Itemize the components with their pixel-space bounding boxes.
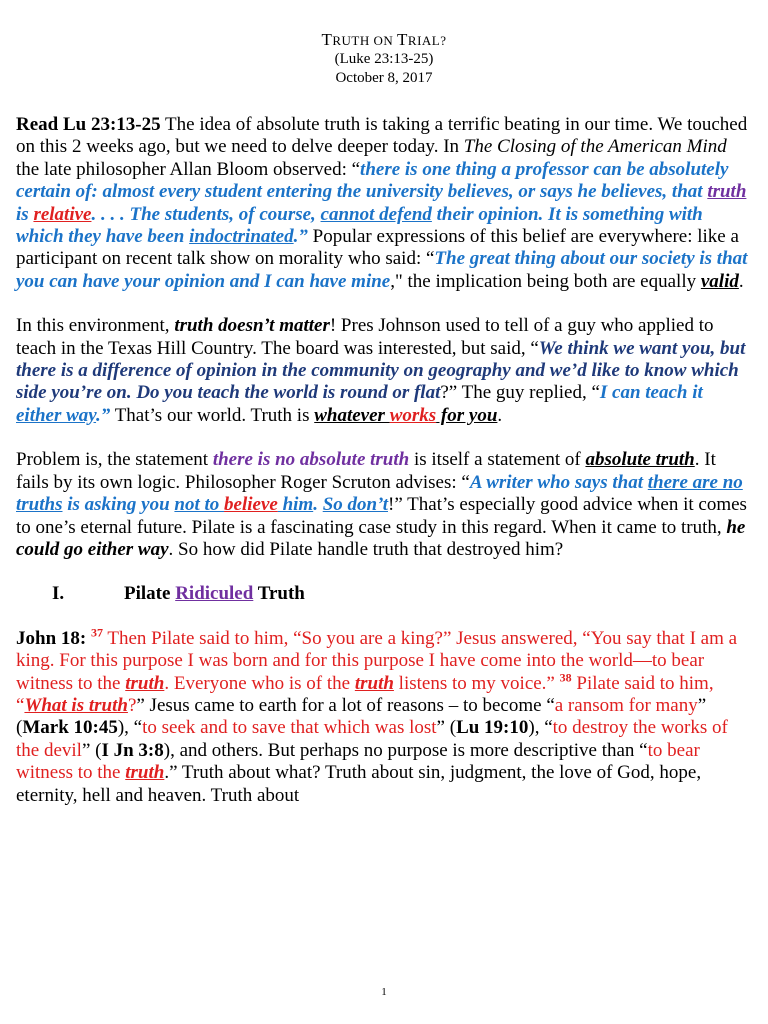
emphasis-run: works: [389, 404, 437, 426]
emphasis-run: indoctrinated: [189, 226, 294, 248]
emphasis-run: truth: [125, 672, 165, 694]
text-run: ” (: [16, 694, 707, 739]
heading-run: Truth: [253, 583, 305, 605]
emphasis-run: absolute truth: [585, 449, 695, 471]
text-run: ” (: [81, 739, 102, 761]
verse-number: 37: [90, 625, 103, 640]
paragraph-3: [16, 449, 750, 561]
text-run: ), and others. But perhaps no purpose is more descriptive than “: [163, 739, 648, 761]
paragraph-4: [16, 625, 750, 807]
quote-run: .”: [96, 404, 111, 426]
scripture-run: to destroy the works of the devil: [16, 717, 728, 761]
text-run: Problem is, the statement: [16, 449, 213, 471]
emphasis-run: truth: [354, 672, 394, 694]
text-run: That’s our world. Truth is: [110, 404, 315, 426]
scripture-run: to seek and to save that which was lost: [142, 717, 437, 739]
text-run: ), “: [528, 717, 553, 739]
text-run: Popular expressions of this belief are everywhere: like a participant on recent talk show on morality who said: “: [16, 226, 739, 270]
emphasis-run: valid: [700, 270, 739, 292]
scripture-ref: I Jn 3:8: [101, 739, 164, 761]
text-run: ," the implication being both are equally: [390, 270, 701, 292]
text-run: .: [738, 270, 744, 292]
quote-run: is: [16, 203, 34, 225]
text-run: .” Truth about what? Truth about sin, judgment, the love of God, hope, eternity, hell and heaven. Truth about: [16, 762, 702, 806]
text-run: !” That’s especially good advice when it comes to one’s eternal future. Pilate is a fascinating case study in this regard. When it came to truth,: [16, 494, 747, 538]
scripture-run: Pilate said to him, “: [16, 672, 714, 716]
section-number: I.: [52, 583, 65, 605]
emphasis-run: him: [277, 494, 314, 516]
text-run: . So how did Pilate handle truth that destroyed him?: [168, 538, 564, 560]
text-run: The idea of absolute truth is taking a terrific beating in our time. We touched on this 2 weeks ago, but we need to delve deeper today. In: [16, 114, 748, 158]
emphasis-run: there are no truths: [16, 471, 743, 516]
emphasis-run: What is truth: [24, 694, 128, 716]
scripture-run: listens to my voice.”: [393, 672, 560, 694]
scripture-run: . Everyone who is of the: [164, 672, 355, 694]
quote-run: We think we want you, but there is a difference of opinion in the community on geography and we’d like to know which side you’re on. Do you teach the world is round or flat: [16, 337, 746, 404]
title-part: RUTH ON: [332, 33, 398, 48]
quote-run: .: [313, 494, 323, 516]
emphasis-run: relative: [33, 203, 92, 225]
text-run: the late philosopher Allan Bloom observed: “: [16, 158, 361, 180]
quote-run: . . . . The students, of course,: [91, 203, 321, 225]
emphasis-run: cannot defend: [320, 203, 432, 225]
text-run: is itself a statement of: [409, 449, 586, 471]
book-title: The Closing of the American Mind: [463, 136, 727, 158]
text-run: ! Pres Johnson used to tell of a guy who applied to teach in the Texas Hill Country. The board was interested, but said, “: [16, 315, 714, 359]
emphasis-run: truth: [125, 762, 165, 784]
page-number: 1: [381, 986, 387, 998]
emphasis-run: whatever: [314, 404, 390, 426]
title-part: T: [321, 30, 333, 49]
sermon-header: [0, 0, 768, 88]
sermon-date: October 8, 2017: [335, 70, 433, 86]
sermon-body: [16, 114, 750, 829]
verse-number: 38: [559, 670, 572, 685]
quote-run: is asking you: [62, 494, 175, 516]
emphasis-run: there is no absolute truth: [212, 449, 410, 471]
text-run: .: [497, 404, 503, 426]
scripture-run: a ransom for many: [554, 694, 698, 716]
quote-run: .”: [293, 226, 308, 248]
text-run: Read Lu 23:13-25: [16, 114, 161, 135]
scripture-reference: (Luke 23:13-25): [334, 51, 434, 67]
scripture-run: to bear witness to the: [16, 739, 700, 784]
emphasis-run: either way: [16, 404, 97, 426]
sermon-title: [0, 30, 768, 50]
quote-run: their opinion. It is something with which they have been: [16, 203, 703, 248]
text-run: In this environment,: [16, 315, 175, 337]
heading-emphasis: Ridiculed: [175, 583, 254, 605]
text-run: ” (: [436, 717, 457, 739]
quote-run: there is one thing a professor can be absolutely certain of: almost every student entering the university believes, or says he believes, that: [16, 158, 729, 203]
emphasis-run: not to: [174, 494, 225, 516]
title-part: RIAL?: [407, 33, 447, 48]
quote-run: A writer who says that: [469, 471, 648, 493]
emphasis-run: he could go either way: [16, 516, 746, 560]
paragraph-2: [16, 315, 750, 427]
paragraph-1: [16, 114, 750, 293]
text-run: . It fails by its own logic. Philosopher Roger Scruton advises: “: [16, 449, 716, 493]
emphasis-run: So don’t: [322, 494, 388, 516]
heading-run: Pilate: [124, 583, 176, 605]
text-run: ?” The guy replied, “: [440, 382, 600, 404]
emphasis-run: truth: [707, 181, 747, 203]
quote-run: The great thing about our society is that you can have your opinion and I can have mine: [16, 248, 748, 292]
scripture-run: Then Pilate said to him, “So you are a king?” Jesus answered, “You say that I am a king. For this purpose I was born and for this purpose I have come into the world—to bear witness to the: [16, 627, 738, 694]
emphasis-run: for you: [436, 404, 498, 426]
text-run: ” Jesus came to earth for a lot of reasons – to become “: [136, 694, 555, 716]
section-heading-1: [16, 583, 750, 605]
scripture-run: ?: [127, 694, 137, 716]
scripture-ref: John 18:: [16, 627, 91, 649]
scripture-ref: Lu 19:10: [456, 717, 529, 739]
text-run: ), “: [117, 717, 143, 739]
scripture-ref: Mark 10:45: [22, 717, 118, 739]
quote-run: I can teach it: [599, 382, 703, 404]
title-part: T: [397, 30, 408, 49]
emphasis-run: believe: [224, 494, 278, 516]
emphasis-run: truth doesn’t matter: [174, 315, 330, 337]
